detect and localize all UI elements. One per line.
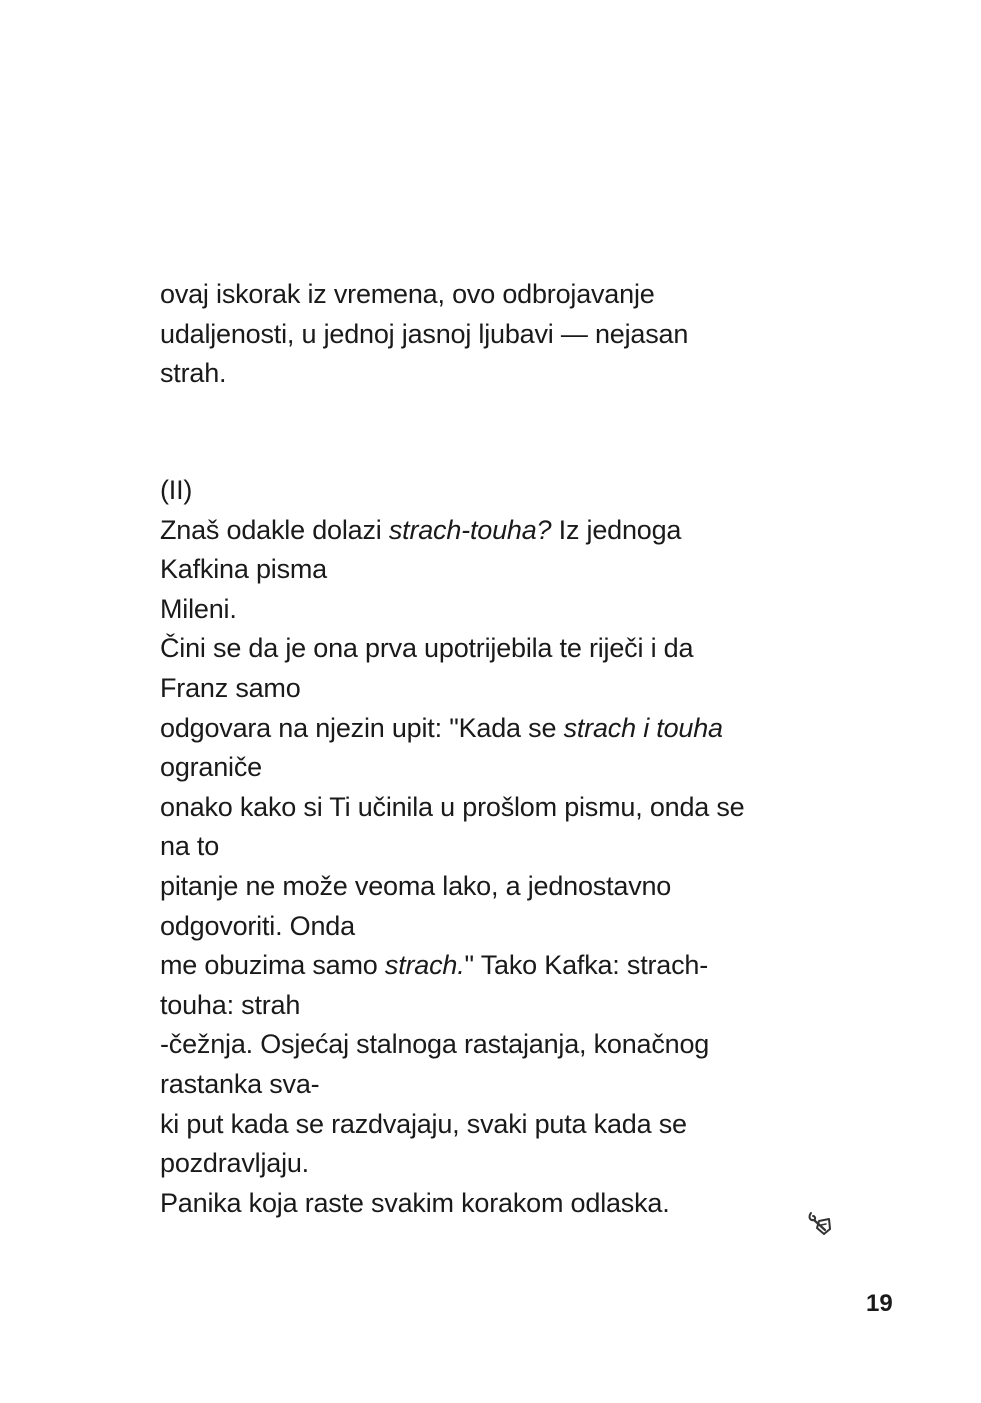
text-line: onako kako si Ti učinila u prošlom pismu, onda se [160, 791, 745, 822]
italic-term: strach i touha [563, 712, 723, 743]
intro-line: strah. [160, 358, 227, 389]
italic-term: strach-touha? [388, 514, 552, 545]
section-ii [160, 471, 860, 1223]
intro-paragraph [160, 275, 860, 394]
intro-line: udaljenosti, u jednoj jasnoj ljubavi — nejasan [160, 318, 689, 349]
page-number: 19 [866, 1290, 893, 1317]
text-line: rastanka sva- [160, 1068, 320, 1099]
text-run: me obuzima samo [160, 950, 385, 981]
text-line [160, 709, 860, 749]
text-line: Mileni. [160, 593, 237, 624]
text-line: Franz samo [160, 672, 301, 703]
text-line [160, 946, 860, 986]
text-line: Čini se da je ona prva upotrijebila te riječi i da [160, 633, 694, 664]
text-line: ki put kada se razdvajaju, svaki puta kada se [160, 1108, 687, 1139]
text-line: odgovoriti. Onda [160, 910, 355, 941]
text-line: pitanje ne može veoma lako, a jednostavno [160, 870, 672, 901]
text-line [160, 511, 860, 551]
intro-line: ovaj iskorak iz vremena, ovo odbrojavanje [160, 279, 655, 309]
text-line: touha: strah [160, 989, 301, 1020]
flourish-mark-icon [804, 1207, 836, 1239]
text-line: pozdravljaju. [160, 1148, 309, 1179]
text-run: Iz jednoga [551, 514, 682, 545]
section-heading: (II) [160, 475, 193, 505]
text-run: " Tako Kafka: strach- [464, 950, 709, 981]
italic-term: strach. [384, 950, 465, 981]
text-line: -čežnja. Osjećaj stalnoga rastajanja, konačnog [160, 1029, 710, 1060]
text-run: Znaš odakle dolazi [160, 514, 389, 545]
text-line: na to [160, 831, 220, 862]
text-line: ograniče [160, 752, 262, 783]
text-line: Kafkina pisma [160, 554, 327, 585]
text-run: odgovara na njezin upit: "Kada se [160, 712, 564, 743]
text-line: Panika koja raste svakim korakom odlaska. [160, 1187, 670, 1218]
